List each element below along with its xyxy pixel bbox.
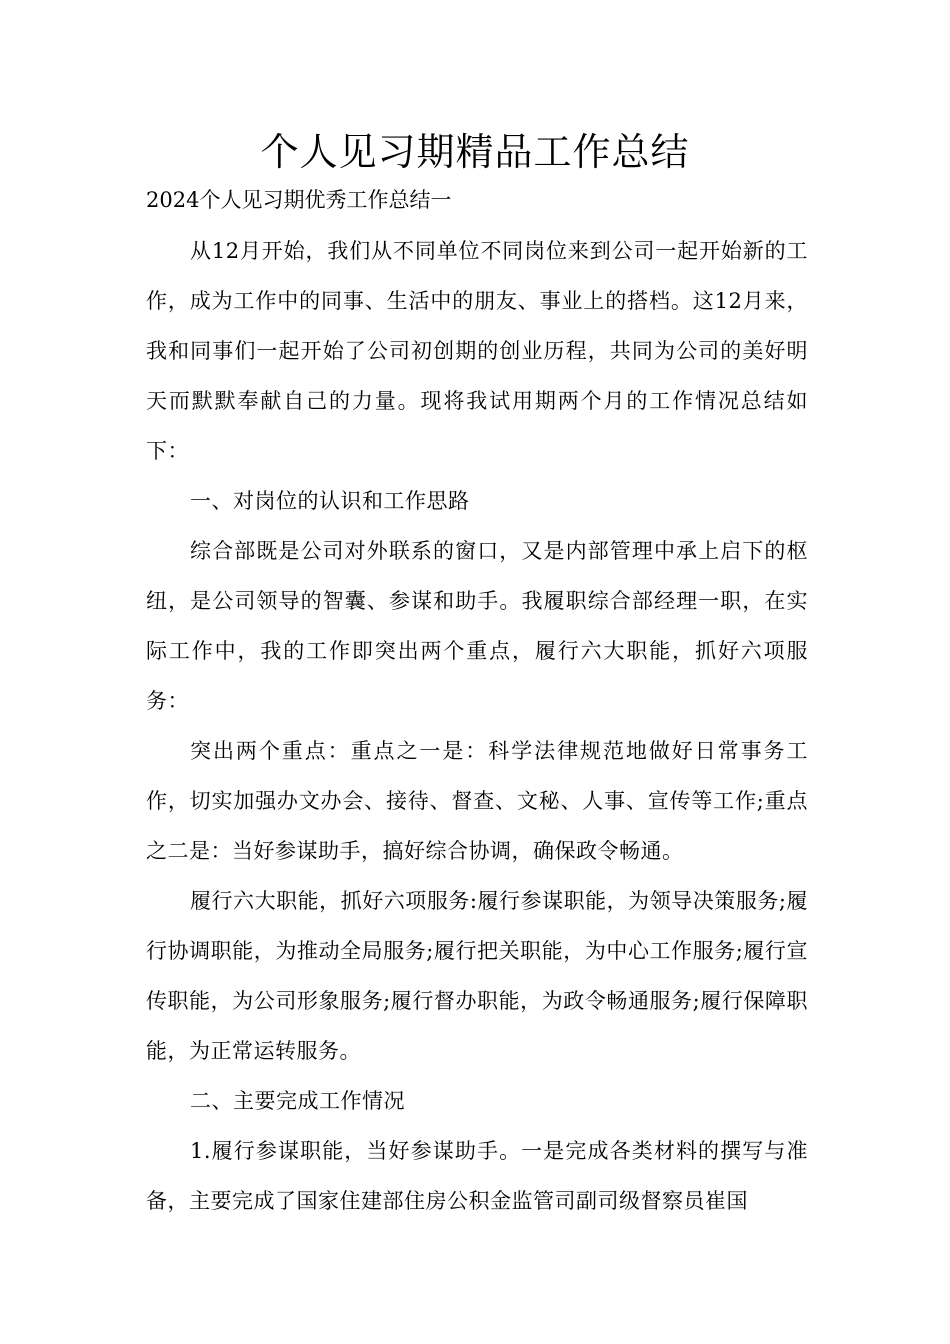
paragraph-six-functions: 履行六大职能，抓好六项服务:履行参谋职能，为领导决策服务;履行协调职能，为推动全局服务;履行把关职能，为中心工作服务;履行宣传职能，为公司形象服务;履行督办职能，为政令畅通服务;履行保障职能，为正常运转服务。 (146, 889, 808, 1063)
document-title: 个人见习期精品工作总结 (260, 130, 690, 174)
section-heading-2: 二、主要完成工作情况 (190, 1089, 405, 1113)
paragraph-work-item-1: 1.履行参谋职能，当好参谋助手。一是完成各类材料的撰写与准备，主要完成了国家住建部住房公积金监管司副司级督察员崔国 (146, 1139, 808, 1213)
section-heading-1: 一、对岗位的认识和工作思路 (190, 489, 470, 513)
paragraph-department-role: 综合部既是公司对外联系的窗口，又是内部管理中承上启下的枢纽，是公司领导的智囊、参谋和助手。我履职综合部经理一职，在实际工作中，我的工作即突出两个重点，履行六大职能，抓好六项服务： (146, 539, 808, 713)
document-body (146, 226, 808, 1226)
paragraph-two-focuses: 突出两个重点：重点之一是：科学法律规范地做好日常事务工作，切实加强办文办会、接待、督查、文秘、人事、宣传等工作;重点之二是：当好参谋助手，搞好综合协调，确保政令畅通。 (146, 739, 808, 863)
paragraph-intro: 从12月开始，我们从不同单位不同岗位来到公司一起开始新的工作，成为工作中的同事、生活中的朋友、事业上的搭档。这12月来，我和同事们一起开始了公司初创期的创业历程，共同为公司的美好明天而默默奉献自己的力量。现将我试用期两个月的工作情况总结如下： (146, 239, 808, 463)
document-subtitle: 2024个人见习期优秀工作总结一 (146, 188, 452, 212)
